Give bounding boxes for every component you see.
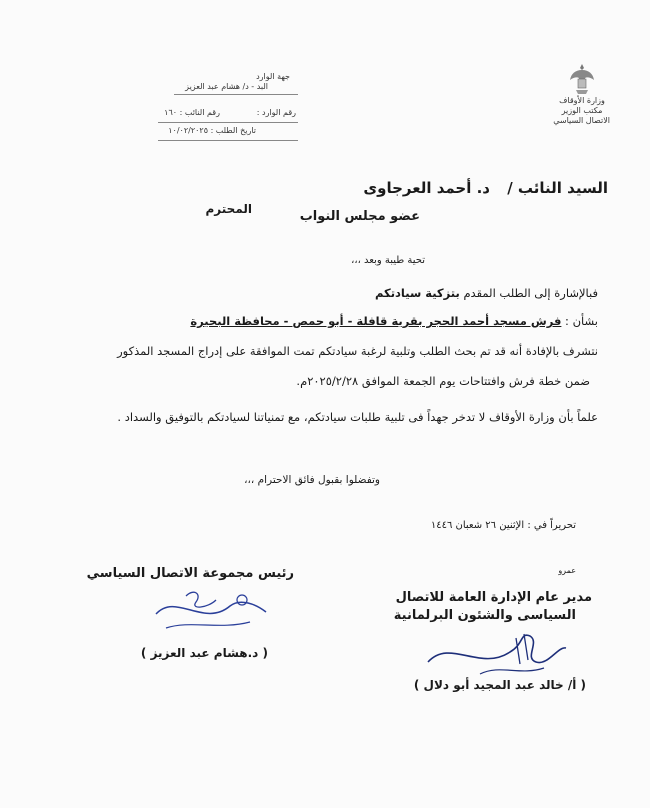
request-date-value: ١٠/٠٢/٢٠٢٥ <box>168 126 208 135</box>
body-paragraph-1-line-2: ضمن خطة فرش وافتتاحات يوم الجمعة الموافق ٢٠٢٥/٢/٢٨م. <box>296 374 590 388</box>
incoming-stamp <box>158 68 298 146</box>
reference-text: فبالإشارة إلى الطلب المقدم <box>463 286 598 300</box>
stamp-title: جهة الوارد <box>256 72 290 81</box>
left-signatory-name: ( د.هشام عبد العزيز ) <box>140 646 268 660</box>
ministry-name: وزارة الأوقاف <box>559 96 605 105</box>
deputy-no: رقم النائب : ١٦٠ <box>164 108 220 117</box>
incoming-no-label: رقم الوارد : <box>256 108 296 117</box>
stamp-from: البد - د/ هشام عبد العزيز <box>185 82 268 91</box>
right-signatory-name: ( أ/ خالد عبد المجيد أبو دلال ) <box>413 678 586 692</box>
reference-recommendation: بتزكية سيادتكم <box>375 286 460 300</box>
eagle-emblem-icon <box>569 62 595 96</box>
right-signatory-title-1: مدير عام الإدارة العامة للاتصال <box>395 590 592 605</box>
department-name: الاتصال السياسي <box>553 116 610 125</box>
subject-line <box>190 314 598 328</box>
office-name: مكتب الوزير <box>561 106 603 115</box>
request-date-label: تاريخ الطلب : <box>210 126 256 135</box>
subject-label: بشأن : <box>565 314 598 328</box>
body-paragraph-1-line-1: نتشرف بالإفادة أنه قد تم بحث الطلب وتلبية لرغبة سيادتكم تمت الموافقة على إدراج المسجد المذكور <box>117 344 598 358</box>
right-signatory-title-2: السياسى والشئون البرلمانية <box>393 608 576 623</box>
reference-line <box>375 286 598 300</box>
subject-text: فرش مسجد أحمد الحجر بقرية قافلة - أبو حمص - محافظة البحيرة <box>190 314 562 328</box>
right-signature-icon <box>420 618 570 682</box>
greeting: تحية طيبة وبعد ،،، <box>351 255 425 266</box>
body-paragraph-2: علماً بأن وزارة الأوقاف لا تدخر جهداً فى تلبية طلبات سيادتكم، مع تمنياتنا لسيادتكم بالتوفيق والسداد . <box>117 410 598 424</box>
addressee-title: عضو مجلس النواب <box>299 209 420 224</box>
amro-note: عمرو <box>558 566 576 575</box>
addressee-name: د. أحمد العرجاوى <box>363 179 490 197</box>
ministry-header <box>554 62 610 126</box>
left-signature-icon <box>146 584 276 638</box>
left-signatory-title: رئيس مجموعة الاتصال السياسي <box>86 566 294 581</box>
closing: وتفضلوا بقبول فائق الاحترام ،،، <box>244 474 380 486</box>
addressee-salutation: السيد النائب / <box>507 179 608 197</box>
dated-line: تحريراً في : الإثنين ٢٦ شعبان ١٤٤٦ <box>430 520 576 531</box>
addressee-honorific: المحترم <box>205 202 252 216</box>
